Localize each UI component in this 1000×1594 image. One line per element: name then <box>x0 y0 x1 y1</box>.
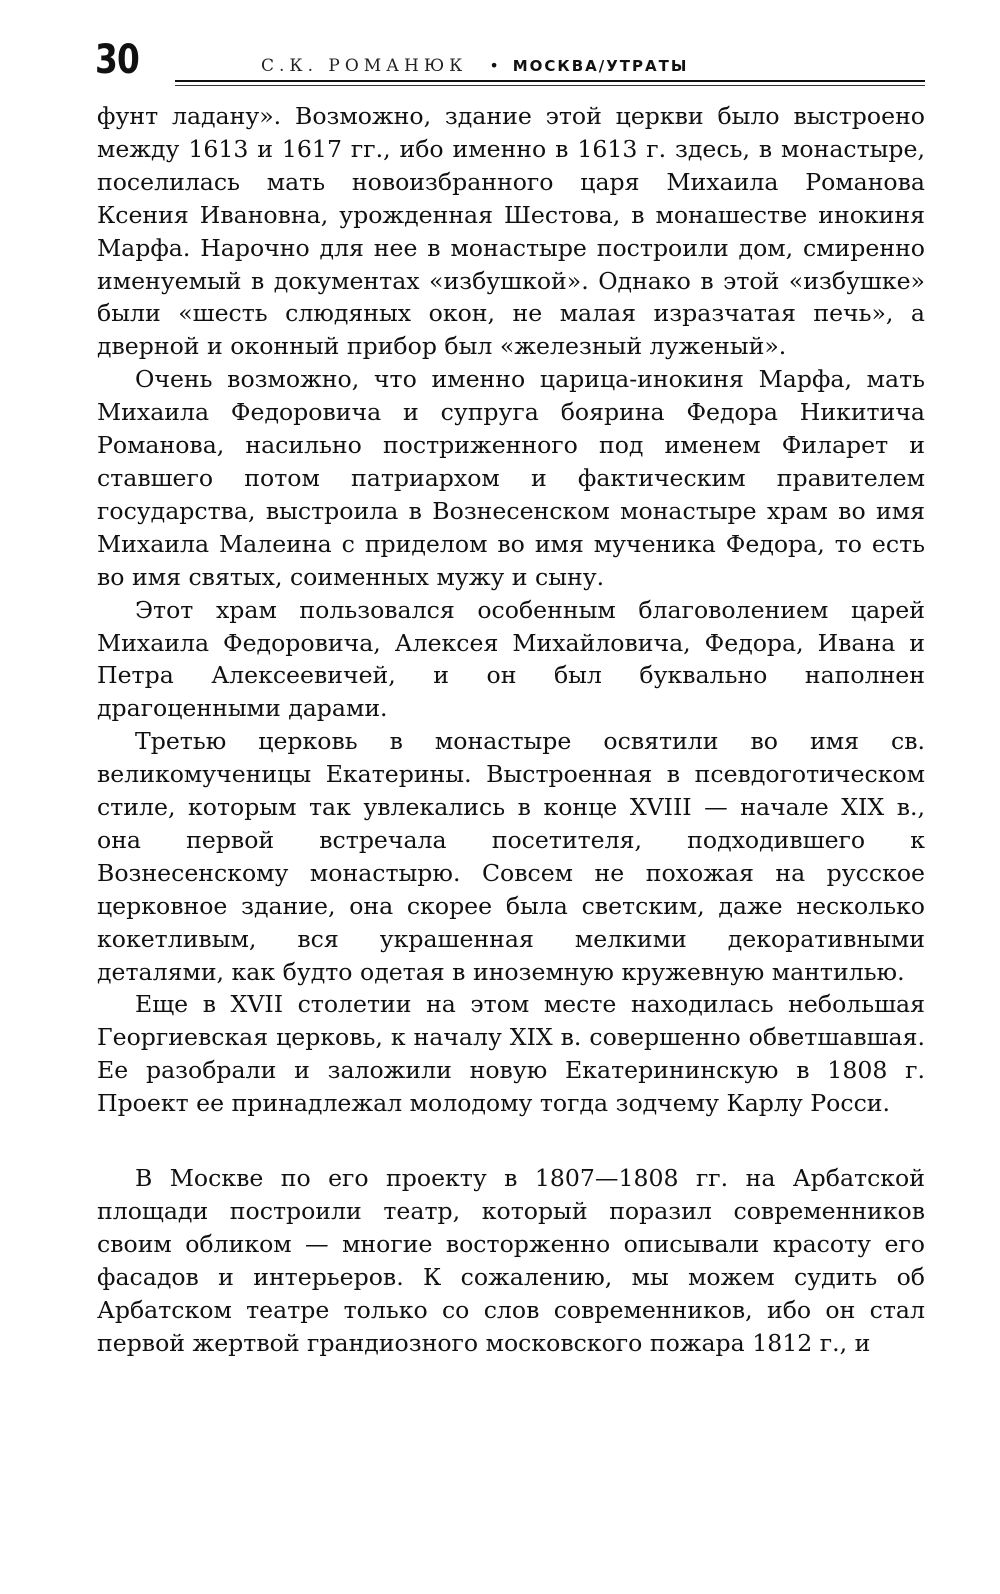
paragraph: Очень возможно, что именно царица-инокиня Марфа, мать Михаила Федоровича и супруга боярина Федора Никитича Романова, насильно постриженного под именем Филарет и ставшего потом патриархом и фактическим правителем государства, выстроила в Вознесенском монастыре храм во имя Михаила Малеина с приделом во имя мученика Федора, то есть во имя святых, соименных мужу и сыну. <box>97 365 925 591</box>
paragraph: Третью церковь в монастыре освятили во имя св. великомученицы Екатерины. Выстроенная в псевдоготическом стиле, которым так увлекались в конце XVIII — начале XIX в., она первой встречала посетителя, подходившего к Вознесенскому монастырю. Совсем не похожая на русское церковное здание, она скорее была светским, даже несколько кокетливым, вся украшенная мелкими декоративными деталями, как будто одетая в иноземную кружевную мантилью. <box>97 727 925 986</box>
page-number: 30 <box>95 37 140 83</box>
header-rule <box>175 80 925 82</box>
author-name: С.К. РОМАНЮК <box>261 56 468 76</box>
bullet-separator: • <box>489 56 499 75</box>
body-text <box>97 100 925 1360</box>
paragraph: фунт ладану». Возможно, здание этой церкви было выстроено между 1613 и 1617 гг., ибо именно в 1613 г. здесь, в монастыре, поселилась мать новоизбранного царя Михаила Романова Ксения Ивановна, урожденная Шестова, в монашестве инокиня Марфа. Нарочно для нее в монастыре построили дом, смиренно именуемый в документах «избушкой». Однако в этой «избушке» были «шесть слюдяных окон, не малая изразчатая печь», а дверной и оконный прибор был «железный луженый». <box>97 102 925 361</box>
running-header <box>95 38 925 84</box>
paragraph: Еще в XVII столетии на этом месте находилась небольшая Георгиевская церковь, к началу XIX в. совершенно обветшавшая. Ее разобрали и заложили новую Екатерининскую в 1808 г. Проект ее принадлежал молодому тогда зодчему Карлу Росси. <box>97 990 925 1118</box>
running-head <box>261 56 688 76</box>
paragraph: В Москве по его проекту в 1807—1808 гг. на Арбатской площади построили театр, который поразил современников своим обликом — многие восторженно описывали красоту его фасадов и интерьеров. К сожалению, мы можем судить об Арбатском театре только со слов современников, ибо он стал первой жертвой грандиозного московского пожара 1812 г., и <box>97 1164 925 1357</box>
series-title: МОСКВА/УТРАТЫ <box>512 57 689 75</box>
header-rule-thin <box>175 85 925 86</box>
book-page <box>95 38 925 1578</box>
paragraph: Этот храм пользовался особенным благоволением царей Михаила Федоровича, Алексея Михайловича, Федора, Ивана и Петра Алексеевичей, и он был буквально наполнен драгоценными дарами. <box>97 595 925 723</box>
